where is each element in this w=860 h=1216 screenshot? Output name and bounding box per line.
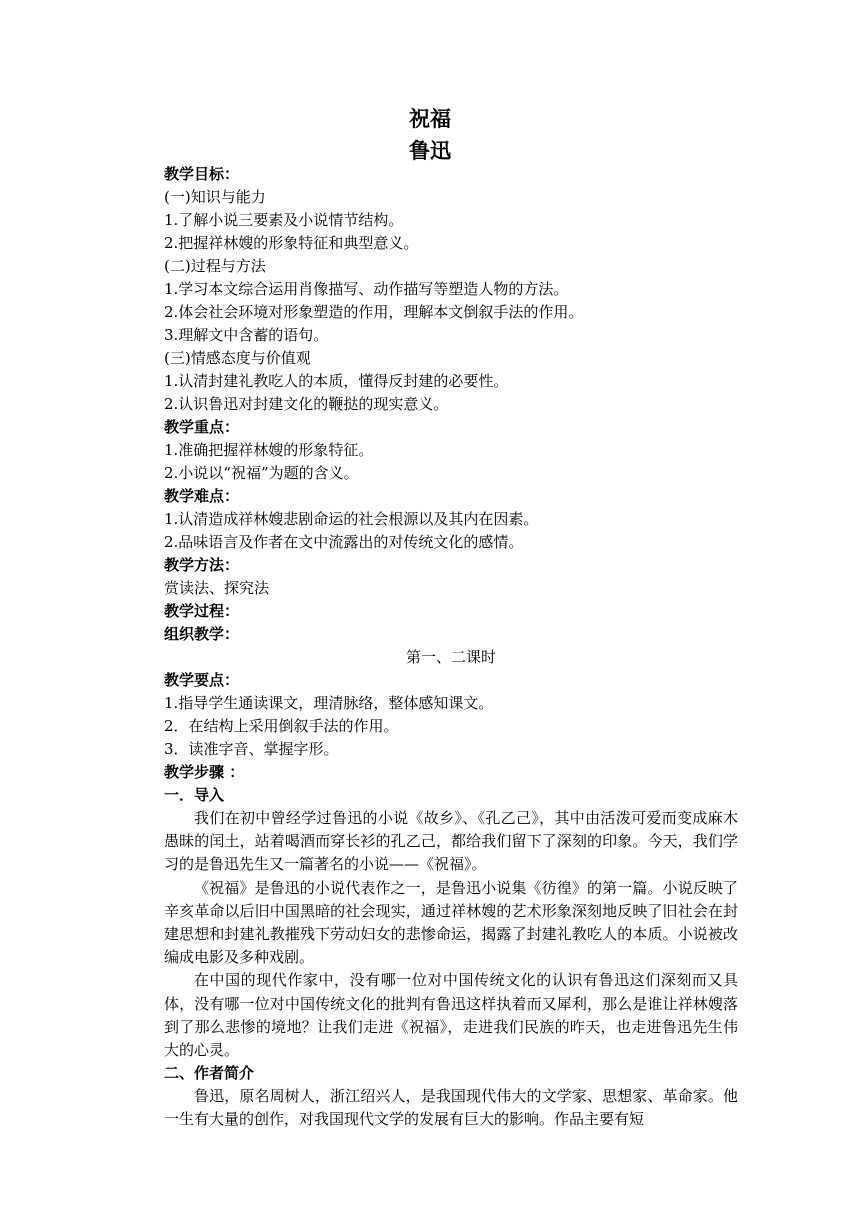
- outline-item: 1.准确把握祥林嫂的形象特征。: [164, 441, 374, 459]
- section-label: 教学难点：: [164, 487, 240, 505]
- outline-item: 2.认识鲁迅对封建文化的鞭挞的现实意义。: [164, 395, 449, 413]
- body-paragraph: 鲁迅，原名周树人，浙江绍兴人，是我国现代伟大的文学家、思想家、革命家。他一生有大量的创作，对我国现代文学的发展有巨大的影响。作品主要有短: [164, 1087, 738, 1129]
- document-title: 祝福: [409, 107, 451, 131]
- body-paragraph: 《祝福》是鲁迅的小说代表作之一，是鲁迅小说集《彷徨》的第一篇。小说反映了辛亥革命以后旧中国黑暗的社会现实，通过祥林嫂的艺术形象深刻地反映了旧社会在封建思想和封建礼教摧残下劳动妇女的悲惨命运，揭露了封建礼教吃人的本质。小说被改编成电影及多种戏剧。: [164, 878, 738, 967]
- body-paragraph: 在中国的现代作家中，没有哪一位对中国传统文化的认识有鲁迅这们深刻而又具体，没有哪一位对中国传统文化的批判有鲁迅这样执着而又犀利，那么是谁让祥林嫂落到了那么悲惨的境地？让我们走进《祝福》，走进我们民族的昨天，也走进鲁迅先生伟大的心灵。: [164, 971, 738, 1060]
- section-label: 教学重点：: [164, 418, 240, 436]
- outline-item: 1.学习本文综合运用肖像描写、动作描写等塑造人物的方法。: [164, 280, 569, 298]
- section-label: 教学步骤 ：: [164, 763, 245, 781]
- section-label: 组织教学：: [164, 625, 240, 643]
- outline-lines: [164, 163, 738, 807]
- outline-item: 2.把握祥林嫂的形象特征和典型意义。: [164, 234, 419, 252]
- lesson-period: 第一、二课时: [405, 648, 496, 666]
- section-heading: 二、作者简介: [164, 1064, 255, 1083]
- outline-item: 2.品味语言及作者在文中流露出的对传统文化的感情。: [164, 533, 524, 551]
- section-label: 教学要点：: [164, 671, 240, 689]
- outline-item: 1.认清造成祥林嫂悲剧命运的社会根源以及其内在因素。: [164, 510, 539, 528]
- outline-item: 赏读法、探究法: [164, 579, 270, 597]
- outline-item: 1.了解小说三要素及小说情节结构。: [164, 211, 404, 229]
- intro-paragraphs: [164, 807, 738, 1062]
- outline-item: (一)知识与能力: [164, 188, 266, 206]
- section-label: 教学过程：: [164, 602, 240, 620]
- section-label: 教学方法：: [164, 556, 240, 574]
- outline-item: 2.小说以“祝福”为题的含义。: [164, 464, 359, 482]
- body-paragraph: 我们在初中曾经学过鲁迅的小说《故乡》、《孔乙己》，其中由活泼可爱而变成麻木愚昧的闰土，站着喝酒而穿长衫的孔乙己，都给我们留下了深刻的印象。今天，我们学习的是鲁迅先生又一篇著名的小说——《祝福》。: [164, 809, 738, 874]
- section-label: 一．导入: [164, 786, 225, 804]
- document-body: [164, 163, 738, 1132]
- outline-item: (三)情感态度与价值观: [164, 349, 311, 367]
- outline-item: 1.认清封建礼教吃人的本质，懂得反封建的必要性。: [164, 372, 509, 390]
- section-label: 教学目标：: [164, 165, 240, 183]
- outline-item: 2．在结构上采用倒叙手法的作用。: [164, 717, 399, 735]
- outline-item: (二)过程与方法: [164, 257, 266, 275]
- outline-item: 1.指导学生通读课文，理清脉络，整体感知课文。: [164, 694, 494, 712]
- outline-item: 3.理解文中含蓄的语句。: [164, 326, 329, 344]
- document-author: 鲁迅: [409, 139, 451, 163]
- outline-item: 2.体会社会环境对形象塑造的作用，理解本文倒叙手法的作用。: [164, 303, 584, 321]
- outline-item: 3．读准字音、掌握字形。: [164, 740, 339, 758]
